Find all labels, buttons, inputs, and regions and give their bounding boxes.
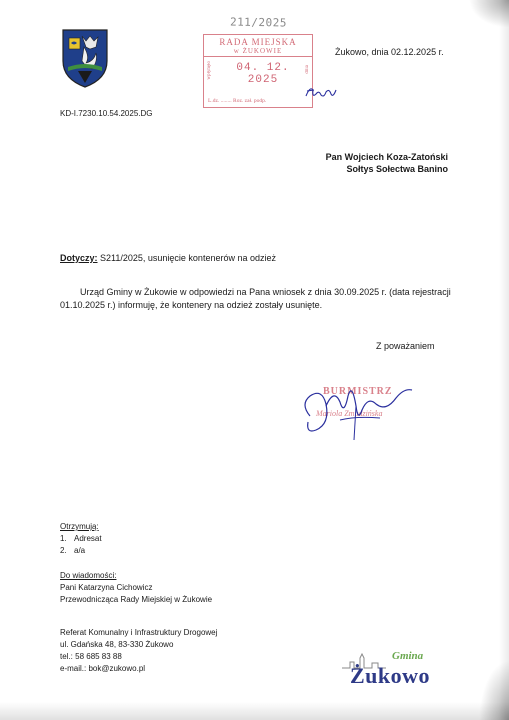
stamp-subtitle: w ŻUKOWIE <box>233 47 283 55</box>
recipient-number: 1. <box>60 534 67 543</box>
subject-label: Dotyczy: <box>60 253 98 263</box>
contact-address: ul. Gdańska 48, 83-330 Żukowo <box>60 640 174 649</box>
cc-line-2: Przewodnicząca Rady Miejskiej w Żukowie <box>60 595 213 604</box>
recipient-number: 2. <box>60 546 67 555</box>
scan-corner-bottom-right <box>479 660 509 720</box>
recipients-heading: Otrzymują: <box>60 522 99 531</box>
recipient-label: a/a <box>74 546 86 555</box>
contact-phone: tel.: 58 685 83 88 <box>60 652 122 661</box>
scan-edge-right <box>499 0 509 720</box>
reference-number: KD-I.7230.10.54.2025.DG <box>60 109 153 118</box>
logo-zukowo-text: Żukowo <box>350 663 431 688</box>
mayor-name-stamp: Mariola Zmudzińska <box>316 409 383 418</box>
mayor-title-stamp: BURMISTRZ <box>323 386 393 397</box>
recipient-item <box>60 545 85 556</box>
stamp-side-right: dnia <box>305 65 310 74</box>
scan-corner-top-right <box>469 0 509 28</box>
subject-text: S211/2025, usunięcie kontenerów na odzież <box>100 253 276 263</box>
contact-department: Referat Komunalny i Infrastruktury Drogowej <box>60 628 218 637</box>
scan-edge-bottom <box>0 702 509 720</box>
place-date: Żukowo, dnia 02.12.2025 r. <box>335 47 444 57</box>
gmina-zukowo-logo <box>340 650 455 694</box>
closing-phrase: Z poważaniem <box>376 341 435 351</box>
body-line-2: 01.10.2025 r.) informuję, że kontenery na odzież zostały usunięte. <box>60 300 323 310</box>
addressee-name: Pan Wojciech Koza-Zatoński <box>325 152 448 162</box>
addressee-role: Sołtys Sołectwa Banino <box>346 164 448 174</box>
handwritten-signature <box>296 376 416 451</box>
coat-of-arms-icon <box>60 27 110 89</box>
stamp-date: 04. 12. 2025 <box>236 62 290 86</box>
stamp-side-left: wpłynęło <box>207 61 212 80</box>
cc-heading: Do wiadomości: <box>60 571 117 580</box>
body-line-1: Urząd Gminy w Żukowie w odpowiedzi na Pana wniosek z dnia 30.09.2025 r. (data rejestracji <box>80 287 451 297</box>
logo-gmina-text: Gmina <box>392 650 424 662</box>
handwritten-initials <box>304 84 338 107</box>
subject-line <box>60 252 276 264</box>
stamp-bottom-line: L.dz. ........ Roz. zał. podp. <box>208 98 267 104</box>
contact-email: e-mail.: bok@zukowo.pl <box>60 664 146 673</box>
cc-line-1: Pani Katarzyna Cichowicz <box>60 583 153 592</box>
handwritten-registration-number: 211/2025 <box>229 15 288 30</box>
receipt-stamp <box>203 34 313 108</box>
recipient-item <box>60 533 102 544</box>
stamp-title: RADA MIEJSKA <box>219 37 297 47</box>
stamp-divider <box>204 56 312 57</box>
recipient-label: Adresat <box>74 534 102 543</box>
